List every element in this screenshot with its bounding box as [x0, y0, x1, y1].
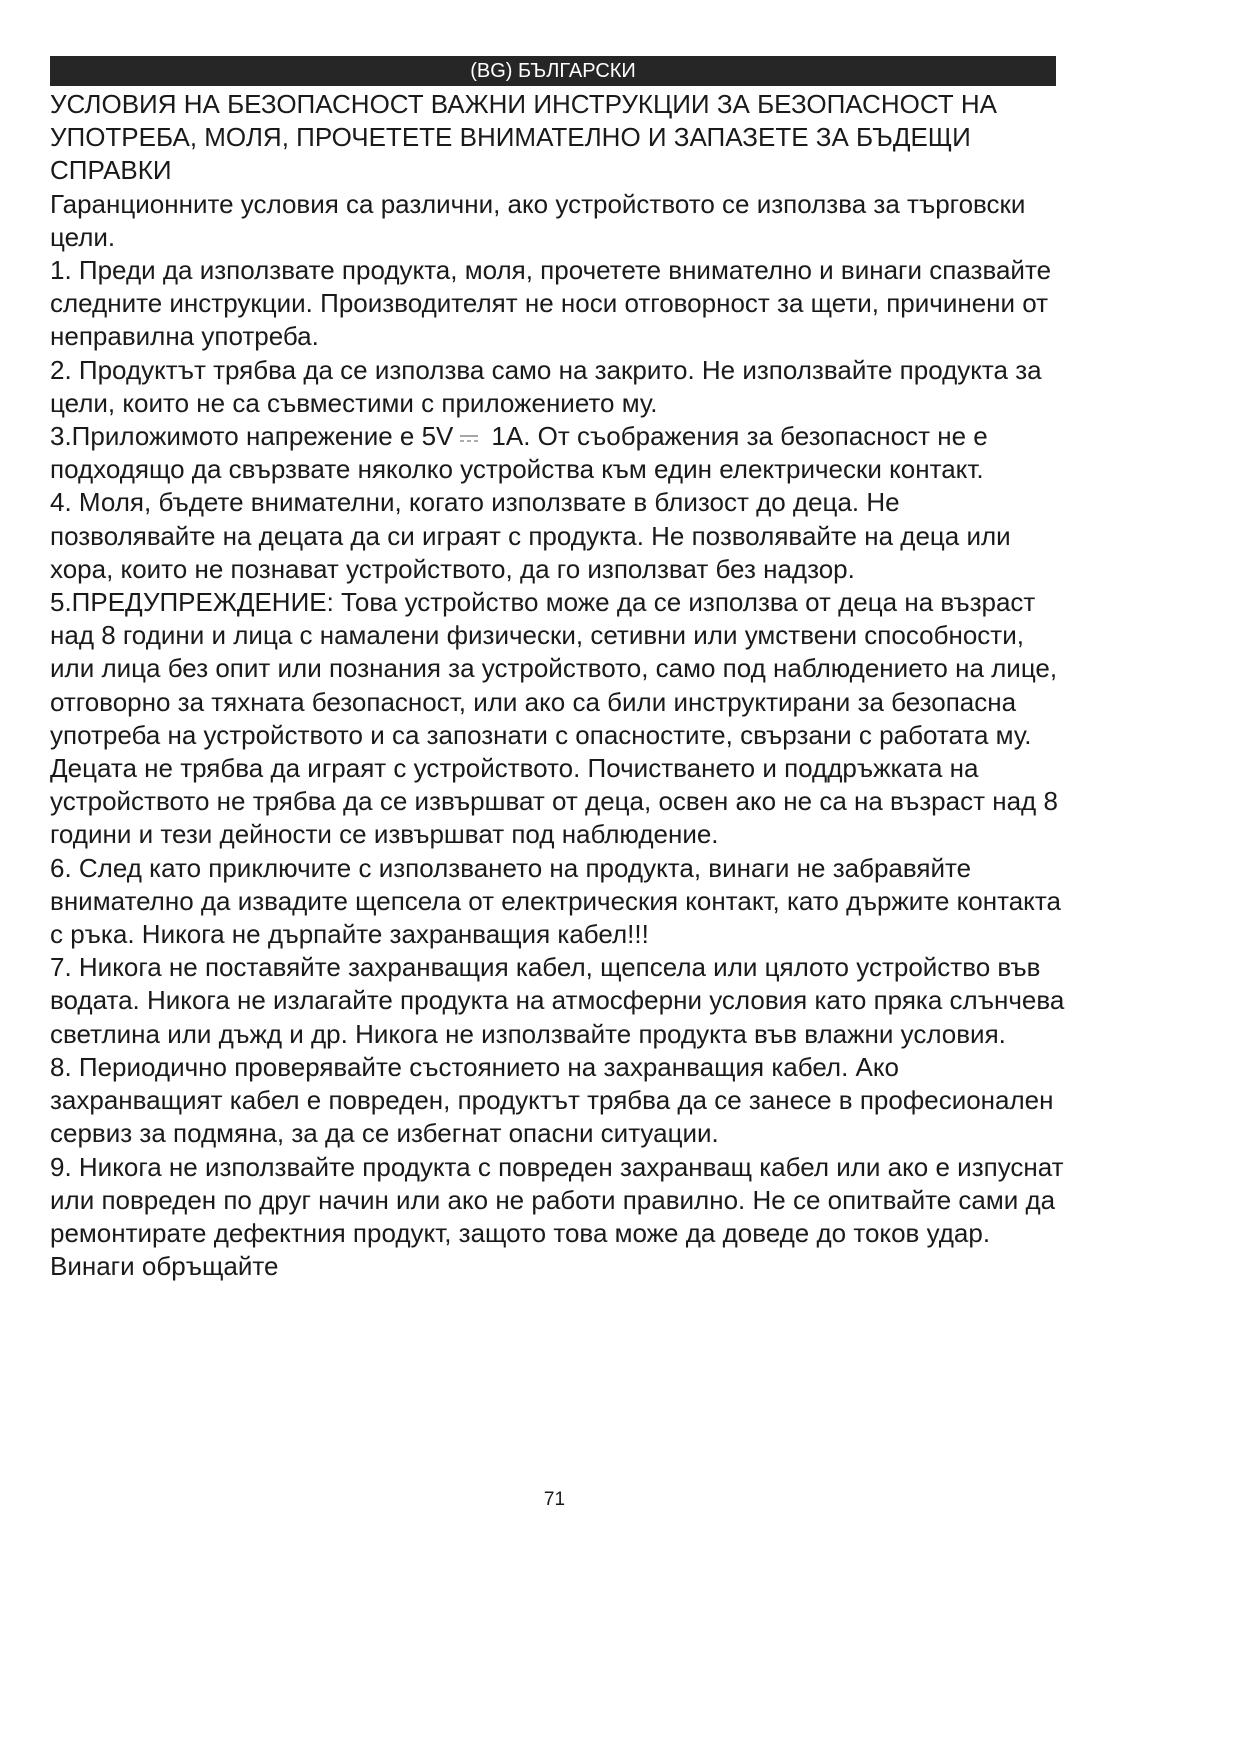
- section-title: УСЛОВИЯ НА БЕЗОПАСНОСТ ВАЖНИ ИНСТРУКЦИИ ЗА БЕЗОПАСНОСТ НА УПОТРЕБА, МОЛЯ, ПРОЧЕТЕТЕ ВНИМАТЕЛНО И ЗАПАЗЕТЕ ЗА БЪДЕЩИ СПРАВКИ: [50, 89, 997, 186]
- safety-instructions: [50, 88, 1072, 1283]
- instruction-item-3-rest: 1A. От съображения за безопасност не е подходящо да свързвате няколко устройства към един електрически контакт.: [50, 421, 988, 485]
- dc-current-icon: [459, 434, 479, 444]
- instruction-item-8: 8. Периодично проверявайте състоянието на захранващия кабел. Ако захранващият кабел е повреден, продуктът трябва да се занесе в професионален сервиз за подмяна, за да се избегнат опасни ситуации.: [50, 1051, 1054, 1149]
- language-header-bar: [50, 56, 1056, 86]
- instruction-item-6: 6. След като приключите с използването на продукта, винаги не забравяйте внимателно да извадите щепсела от електрическия контакт, като държите контакта с ръка. Никога не дърпайте захранващия кабел!!!: [50, 852, 1061, 950]
- instruction-item-3: [50, 420, 1072, 486]
- intro-text: Гаранционните условия са различни, ако устройството се използва за търговски цели.: [50, 188, 1026, 252]
- instruction-item-4: 4. Моля, бъдете внимателни, когато използвате в близост до деца. Не позволявайте на децата да си играят с продукта. Не позволявайте на деца или хора, които не познават устройството, да го използват без надзор.: [50, 487, 1011, 584]
- instruction-item-5: 5.ПРЕДУПРЕЖДЕНИЕ: Това устройство може да се използва от деца на възраст над 8 години и лица с намалени физически, сетивни или умствени способности, или лица без опит или познания за устройството, само под наблюдението на лице, отговорно за тяхната безопасност, или ако са били инструктирани за безопасна употреба на устройството и са запознати с опасностите, свързани с работата му. Децата не трябва да играят с устройството. Почистването и поддръжката на устройството не трябва да се извършват от деца, освен ако не са на възраст над 8 години и тези дейности се извършват под наблюдение.: [50, 587, 1058, 850]
- instruction-item-3-voltage: 3.Приложимото напрежение е 5V: [50, 421, 454, 452]
- instruction-item-7: 7. Никога не поставяйте захранващия кабел, щепсела или цялото устройство във водата. Никога не излагайте продукта на атмосферни условия като пряка слънчева светлина или дъжд и др. Никога не използвайте продукта във влажни условия.: [50, 952, 1065, 1049]
- instruction-item-9: 9. Никога не използвайте продукта с повреден захранващ кабел или ако е изпуснат или повреден по друг начин или ако не работи правилно. Не се опитвайте сами да ремонтирате дефектния продукт, защото това може да доведе до токов удар. Винаги обръщайте: [50, 1151, 1064, 1282]
- language-label: (BG) БЪЛГАРСКИ: [470, 60, 636, 82]
- instruction-item-2: 2. Продуктът трябва да се използва само на закрито. Не използвайте продукта за цели, които не са съвместими с приложението му.: [50, 354, 1042, 418]
- page-number: 71: [543, 1489, 566, 1510]
- instruction-item-1: 1. Преди да използвате продукта, моля, прочетете внимателно и винаги спазвайте следните инструкции. Производителят не носи отговорност за щети, причинени от неправилна употреба.: [50, 255, 1052, 352]
